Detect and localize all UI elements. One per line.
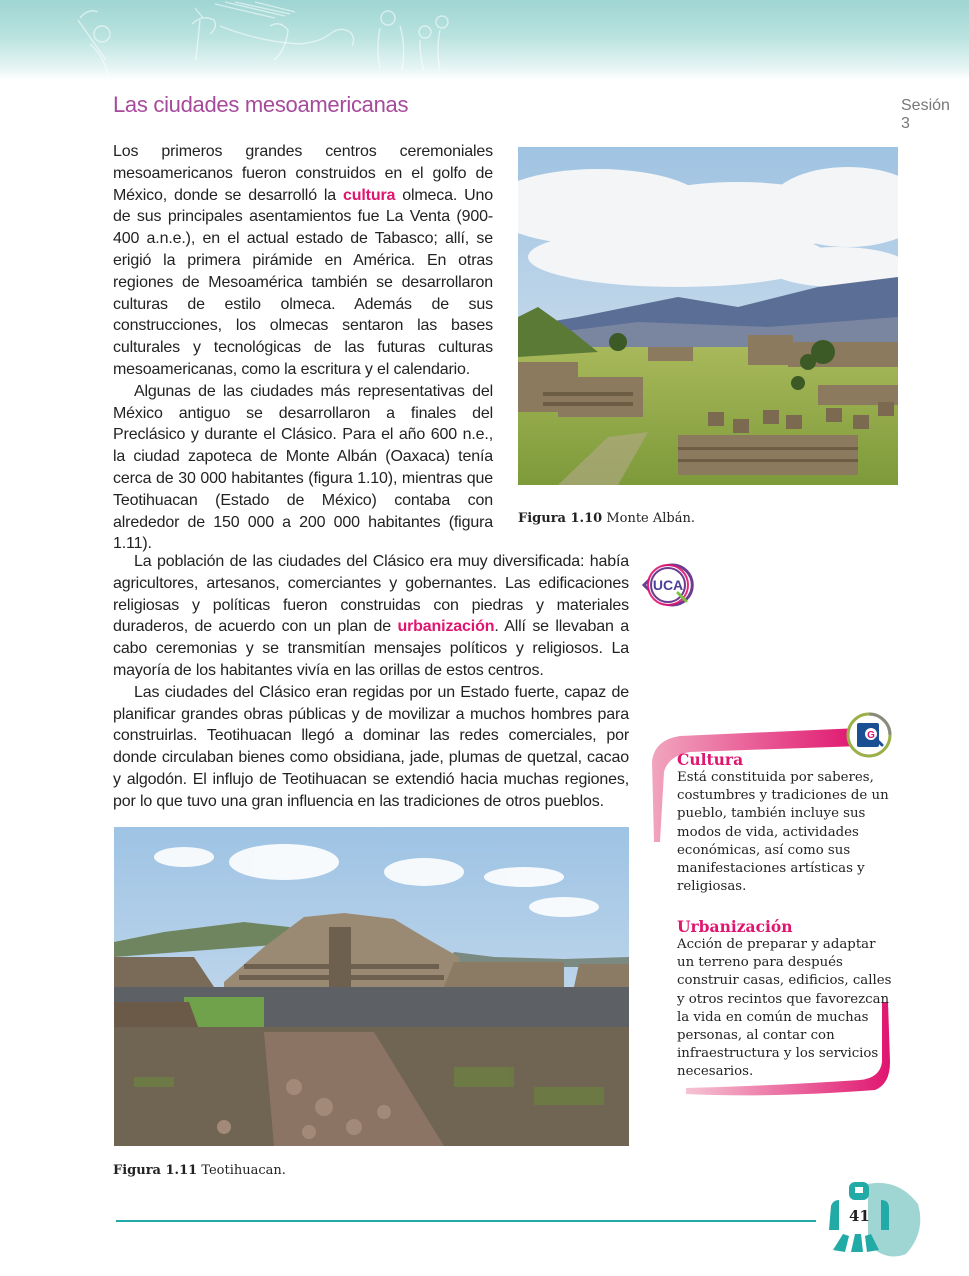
glossary-box	[650, 712, 895, 1102]
paragraph-1-text-a: Los primeros grandes centros ceremoniales mesoamericanos fueron construidos en el golfo de México, donde se desarrolló la	[113, 143, 493, 204]
glossary-definition: Acción de preparar y adaptar un terreno para después construir casas, edificios, calles y otros recintos que favorezcan la vida en común de muchas personas, al contar con infraestructura y los servicios necesarios.	[677, 937, 892, 1080]
figure-1-10-text: Monte Albán.	[606, 511, 695, 526]
session-label: Sesión	[901, 97, 950, 114]
figure-1-11-label: Figura 1.11	[113, 1163, 198, 1178]
keyword-link-urbanizacion[interactable]: urbanización	[397, 618, 495, 636]
paragraph-1-text-b: olmeca. Uno de sus principales asentamientos fue La Venta (900-400 a.n.e.), en el actual estado de Tabasco; allí, se erigió la primera pirámide en América. En otras regiones de Mesoamérica también se desarrollaron culturas de estilo olmeca. Además de sus construcciones, los olmecas sentaron las bases culturales y tecnológicas de las futuras culturas mesoamericanas, como la escritura y el calendario.	[113, 186, 493, 378]
figure-1-11-caption	[113, 1163, 286, 1178]
glossary-icon-label: G	[867, 730, 875, 741]
footer-rule	[116, 1220, 816, 1222]
glossary-term: Cultura	[677, 750, 744, 769]
paragraph-3	[113, 551, 629, 682]
paragraph-2: Algunas de las ciudades más representativas del México antiguo se desarrollaron a finales del Preclásico y durante el Clásico. Para el año 600 n.e., la ciudad zapoteca de Monte Albán (Oaxaca) tenía cerca de 30 000 habitantes (figura 1.10), mientras que Teotihuacan (Estado de México) contaba con alrededor de 150 000 a 200 000 habitantes (figura 1.11).	[113, 382, 493, 553]
figure-1-10-label: Figura 1.10	[518, 511, 603, 526]
page-number: 41	[849, 1207, 870, 1225]
figure-1-10-caption	[518, 511, 695, 526]
paragraph-3-text-a: La población de las ciudades del Clásico era muy diversificada: había agricultores, artesanos, comerciantes y gobernantes. Las edificaciones religiosas y políticas fueron construidas con piedras y materiales duraderos, de acuerdo con un plan de	[113, 553, 629, 636]
header-illustration	[0, 0, 969, 80]
paragraph-3-text-b: . Allí se llevaban a cabo ceremonias y se transmitían mensajes políticos y religiosos. La mayoría de los habitantes vivía en las orillas de estos centros.	[113, 618, 629, 679]
paragraph-1	[113, 141, 493, 381]
keyword-link-cultura[interactable]: cultura	[342, 186, 396, 204]
glossary-term: Urbanización	[677, 917, 793, 936]
header-banner	[0, 0, 969, 80]
glossary-entry-urbanizacion	[677, 917, 892, 1082]
page-number-badge-icon	[823, 1178, 923, 1258]
glossary-definition: Está constituida por saberes, costumbres y tradiciones de un pueblo, también incluye sus modos de vida, actividades económicas, así como sus manifestaciones artísticas y religiosas.	[677, 770, 889, 895]
paragraph-4: Las ciudades del Clásico eran regidas por un Estado fuerte, capaz de planificar grandes obras públicas y de movilizar a muchos hombres para construirlas. Teotihuacan llegó a dominar las redes comerciales, por donde circulaban bienes como obsidiana, jade, plumas de quetzal, cacao y algodón. El influjo de Teotihuacan se extendió hacia muchas regiones, por lo que tuvo una gran influencia en las tradiciones de otros pueblos.	[113, 683, 629, 810]
glossary-entry-cultura	[677, 750, 892, 896]
body-text-column-narrow	[113, 141, 493, 555]
session-indicator	[901, 97, 950, 133]
uca-icon[interactable]	[640, 557, 696, 613]
uca-icon-label: UCA	[652, 577, 684, 593]
session-number: 3	[901, 115, 910, 132]
figure-1-11-text: Teotihuacan.	[201, 1163, 286, 1178]
body-text-column-wide	[113, 551, 629, 813]
page-title: Las ciudades mesoamericanas	[113, 92, 409, 117]
photo-teotihuacan	[114, 827, 629, 1146]
photo-monte-alban	[518, 147, 898, 485]
